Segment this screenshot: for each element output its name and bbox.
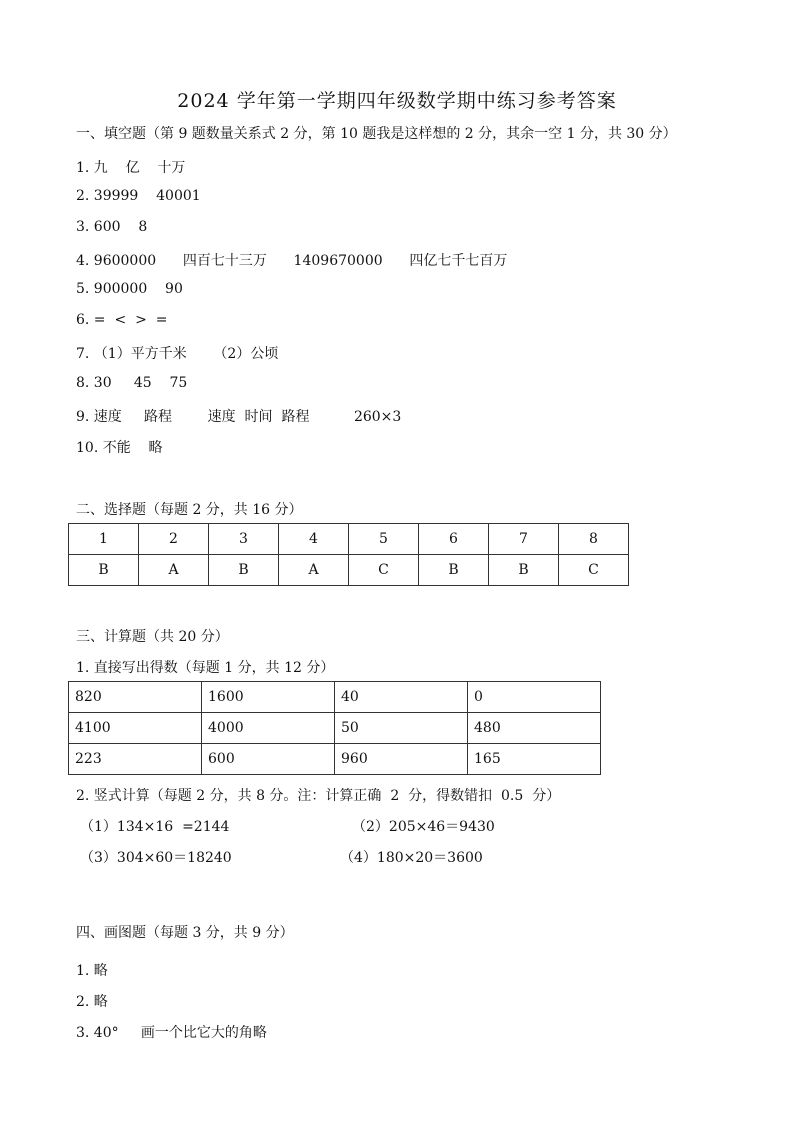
calc-part2-heading: 2. 竖式计算（每题 2 分，共 8 分。注：计算正确 2 分，得数错扣 0.5 分） [76, 788, 561, 804]
fill-answer-7: 7. （1）平方千米 （2）公顷 [76, 346, 279, 362]
choice-number: 1 [69, 524, 139, 555]
page-title: 2024 学年第一学期四年级数学期中练习参考答案 [177, 90, 617, 112]
vertical-calc-3: （3）304×60＝18240 [80, 850, 232, 866]
choice-answer: B [489, 555, 559, 586]
calc-cell: 223 [69, 744, 202, 775]
fill-answer-5: 5. 900000 90 [76, 281, 183, 297]
fill-answer-1: 1. 九 亿 十万 [76, 160, 186, 176]
calc-cell: 960 [335, 744, 468, 775]
choice-answer: A [279, 555, 349, 586]
table-row [69, 682, 601, 713]
calc-cell: 50 [335, 713, 468, 744]
section3-heading: 三、计算题（共 20 分） [76, 629, 229, 645]
calc-cell: 820 [69, 682, 202, 713]
calc-cell: 0 [468, 682, 601, 713]
calc-cell: 1600 [202, 682, 335, 713]
choice-number: 4 [279, 524, 349, 555]
choice-answer: C [349, 555, 419, 586]
table-row [69, 744, 601, 775]
choice-number: 2 [139, 524, 209, 555]
calc-answer-table [68, 681, 601, 775]
vertical-calc-1: （1）134×16 =2144 [80, 819, 230, 835]
draw-answer-3: 3. 40° 画一个比它大的角略 [76, 1025, 267, 1041]
calc-cell: 4000 [202, 713, 335, 744]
choice-answer: B [209, 555, 279, 586]
choice-answer-row [69, 555, 629, 586]
fill-answer-10: 10. 不能 略 [76, 440, 163, 456]
section1-heading: 一、填空题（第 9 题数量关系式 2 分，第 10 题我是这样想的 2 分，其余一空 1 分，共 30 分） [76, 126, 677, 142]
fill-answer-9: 9. 速度 路程 速度 时间 路程 260×3 [76, 409, 402, 425]
choice-number: 7 [489, 524, 559, 555]
calc-cell: 165 [468, 744, 601, 775]
vertical-calc-2: （2）205×46＝9430 [352, 819, 495, 835]
fill-answer-3: 3. 600 8 [76, 219, 148, 235]
choice-answer: A [139, 555, 209, 586]
choice-number: 6 [419, 524, 489, 555]
choice-number: 3 [209, 524, 279, 555]
fill-answer-2: 2. 39999 40001 [76, 188, 201, 204]
choice-answer: B [69, 555, 139, 586]
draw-answer-1: 1. 略 [76, 963, 108, 979]
fill-answer-4: 4. 9600000 四百七十三万 1409670000 四亿七千七百万 [76, 253, 508, 269]
calc-cell: 480 [468, 713, 601, 744]
choice-number-row [69, 524, 629, 555]
calc-cell: 600 [202, 744, 335, 775]
choice-number: 5 [349, 524, 419, 555]
calc-cell: 4100 [69, 713, 202, 744]
choice-answer-table [68, 523, 629, 586]
table-row [69, 713, 601, 744]
section4-heading: 四、画图题（每题 3 分，共 9 分） [76, 925, 294, 941]
choice-answer: C [559, 555, 629, 586]
calc-cell: 40 [335, 682, 468, 713]
choice-number: 8 [559, 524, 629, 555]
choice-answer: B [419, 555, 489, 586]
fill-answer-8: 8. 30 45 75 [76, 375, 188, 391]
vertical-calc-4: （4）180×20＝3600 [340, 850, 483, 866]
calc-part1-heading: 1. 直接写出得数（每题 1 分，共 12 分） [76, 660, 335, 676]
section2-heading: 二、选择题（每题 2 分，共 16 分） [76, 502, 303, 518]
fill-answer-6: 6. = < > = [76, 312, 168, 328]
draw-answer-2: 2. 略 [76, 994, 108, 1010]
